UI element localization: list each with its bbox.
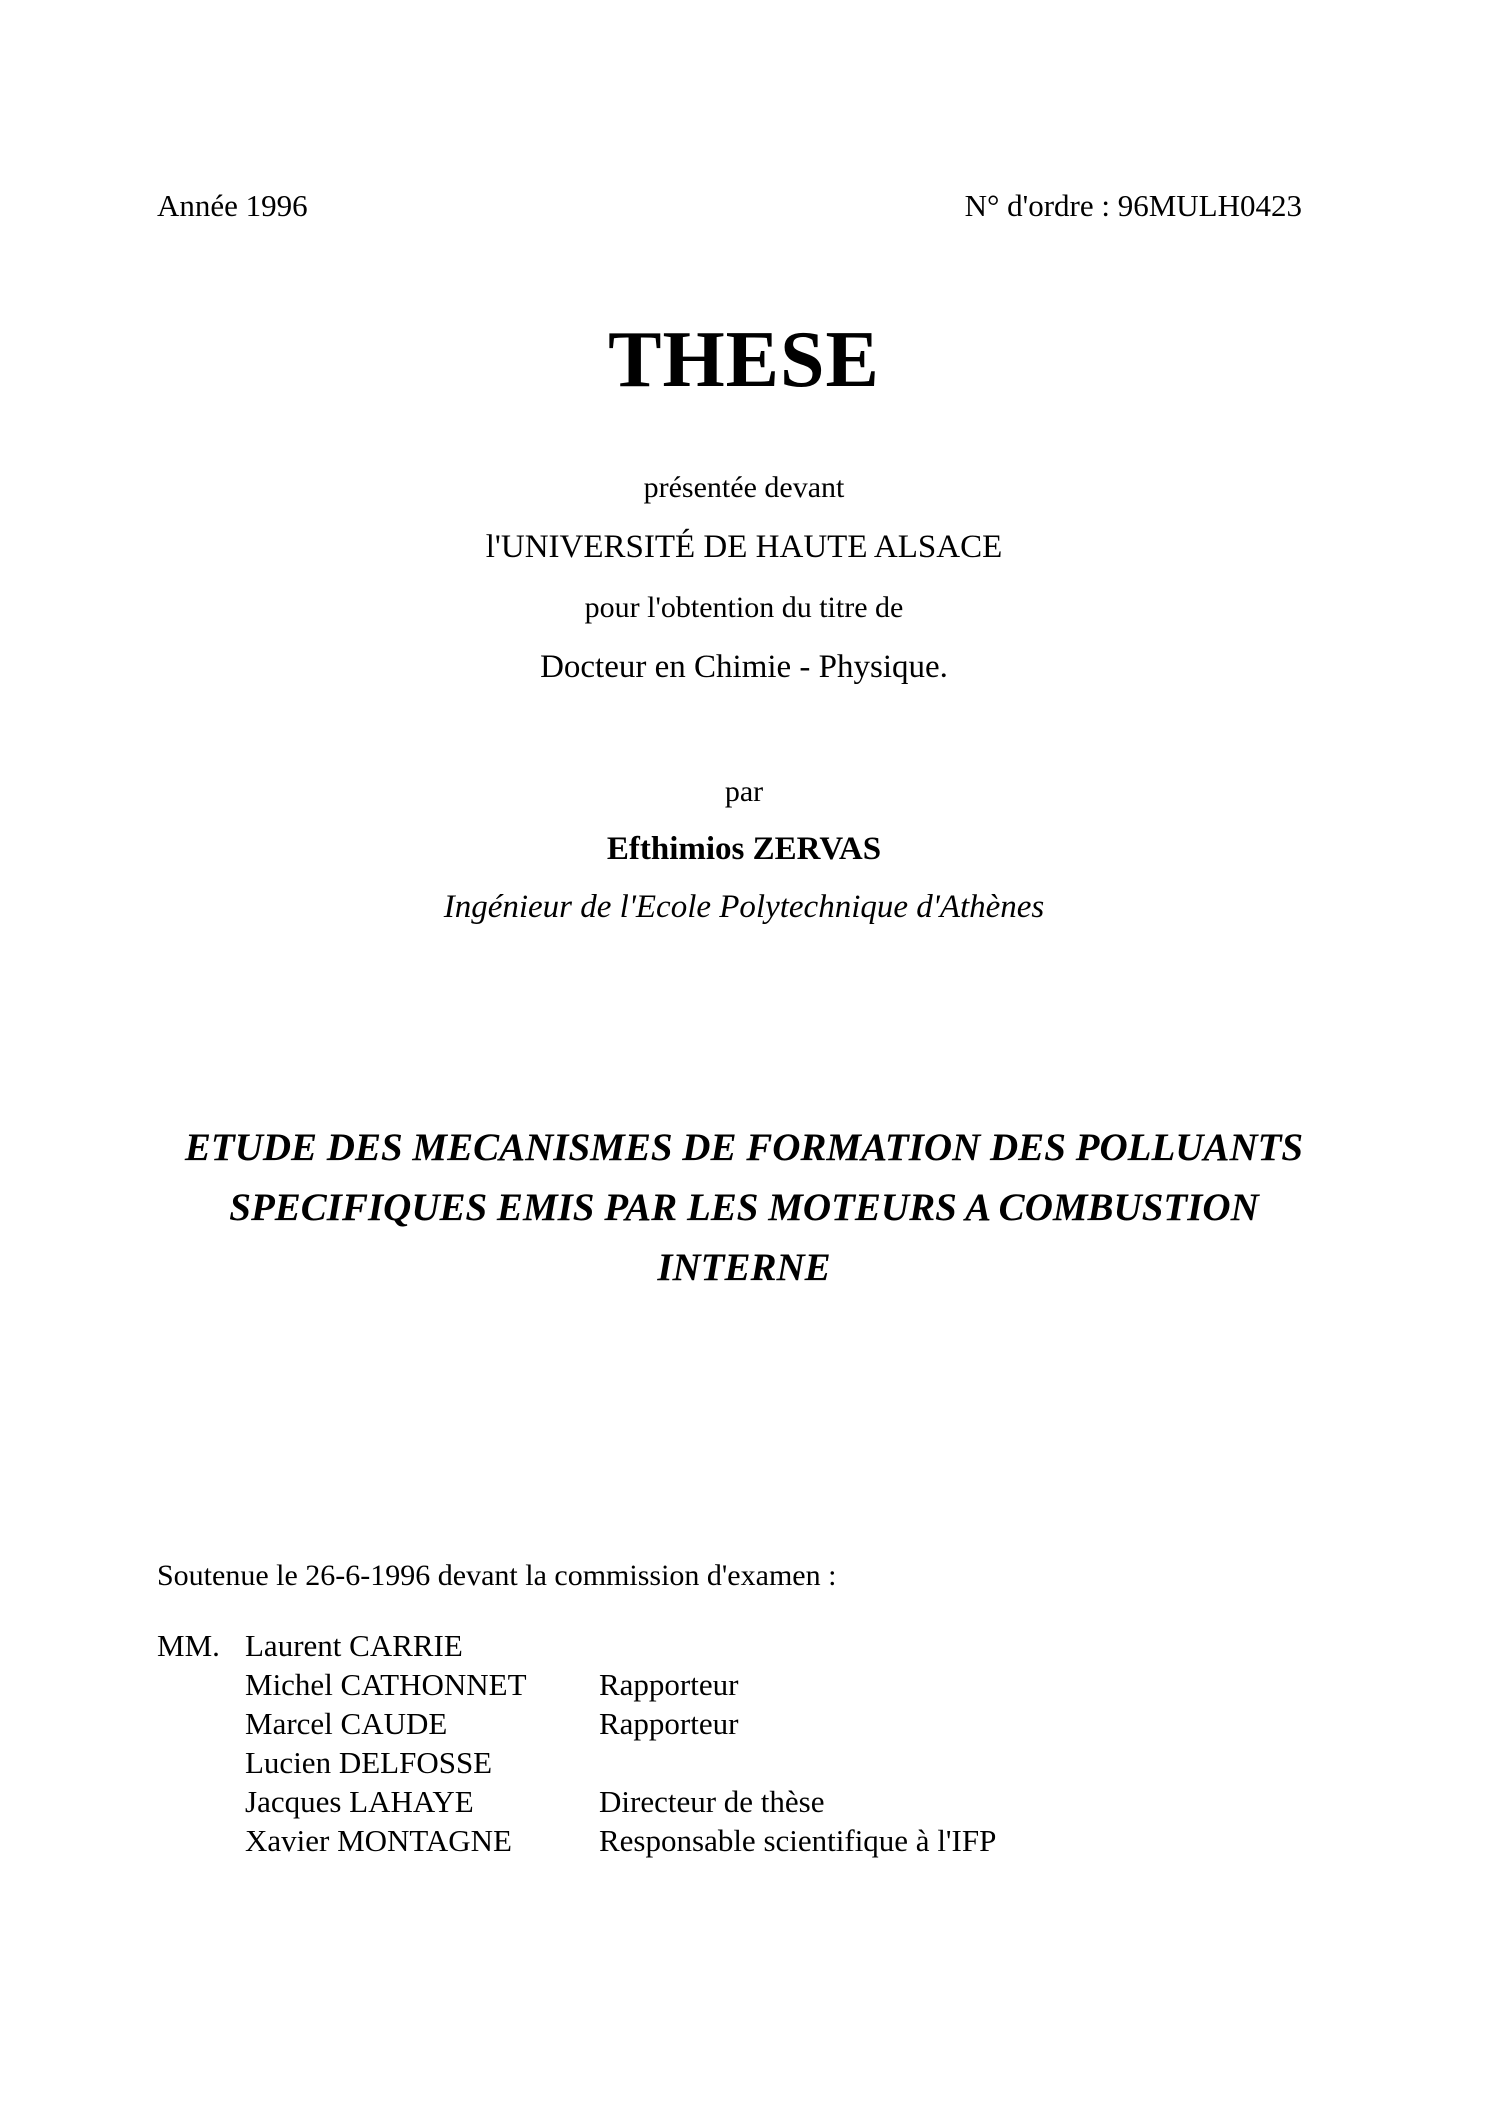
author-name: Efthimios ZERVAS [606, 831, 882, 867]
by-label: par [724, 775, 764, 808]
order-number: N° d'ordre : 96MULH0423 [964, 188, 1302, 223]
thesis-title-line-2: SPECIFIQUES EMIS PAR LES MOTEURS A COMBUSTION [229, 1186, 1259, 1229]
jury-member-role: Rapporteur [599, 1667, 739, 1702]
defense-statement: Soutenue le 26-6-1996 devant la commission d'examen : [157, 1559, 837, 1592]
thesis-title [0, 1118, 1488, 1298]
jury-member-name: Laurent CARRIE [245, 1628, 463, 1663]
page-title: THESE [608, 316, 880, 404]
jury-member-name: Michel CATHONNET [245, 1667, 527, 1702]
jury-member-name: Marcel CAUDE [245, 1706, 448, 1741]
jury-member-role: Responsable scientifique à l'IFP [599, 1823, 997, 1858]
thesis-title-line-1: ETUDE DES MECANISMES DE FORMATION DES POLLUANTS [184, 1126, 1304, 1169]
jury-member-name: Lucien DELFOSSE [245, 1745, 493, 1780]
presentation-line-3: pour l'obtention du titre de [584, 591, 904, 624]
degree-title: Docteur en Chimie - Physique. [540, 649, 948, 685]
jury-member-role: Directeur de thèse [599, 1784, 825, 1819]
presentation-line-1: présentée devant [643, 471, 845, 504]
jury-member-name: Jacques LAHAYE [245, 1784, 474, 1819]
author-affiliation: Ingénieur de l'Ecole Polytechnique d'Athènes [443, 889, 1045, 925]
university-name: l'UNIVERSITÉ DE HAUTE ALSACE [485, 529, 1003, 565]
jury-member-name: Xavier MONTAGNE [245, 1823, 512, 1858]
thesis-title-line-3: INTERNE [657, 1246, 831, 1289]
year-label: Année 1996 [157, 188, 308, 223]
jury-prefix: MM. [157, 1628, 220, 1663]
jury-member-role: Rapporteur [599, 1706, 739, 1741]
